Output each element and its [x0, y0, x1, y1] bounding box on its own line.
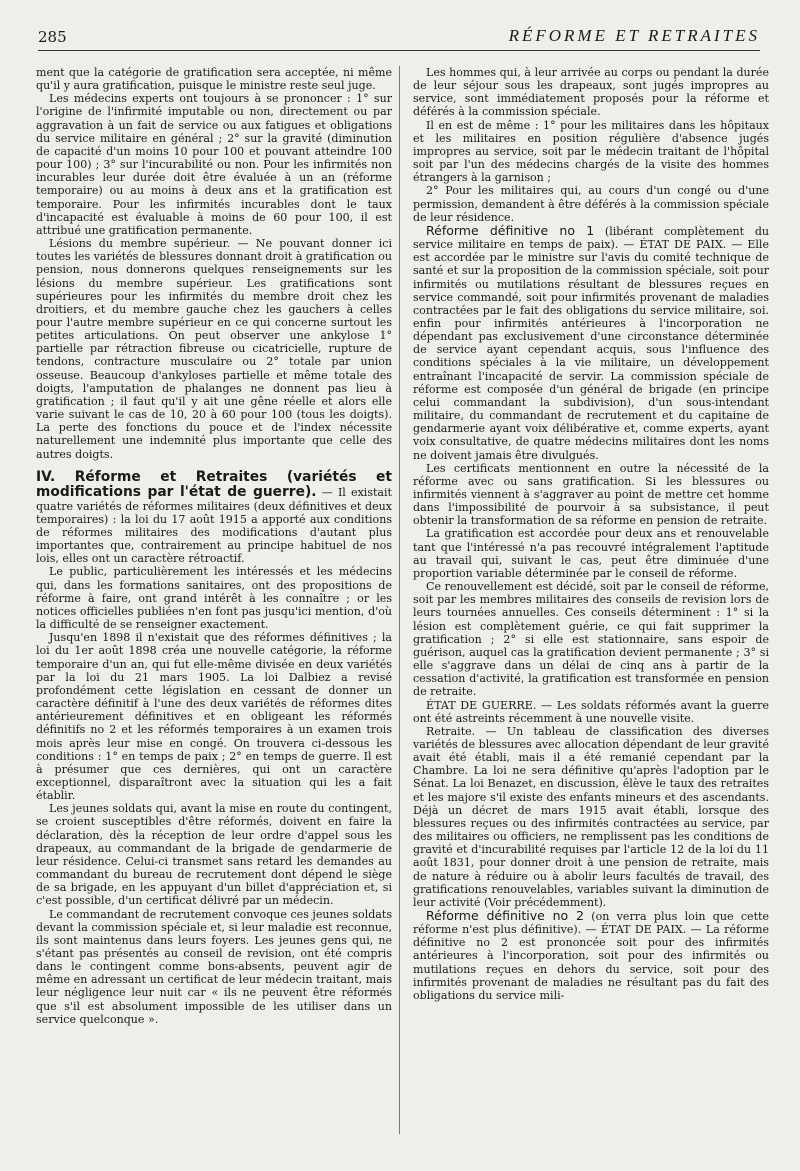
paragraph: Les jeunes soldats qui, avant la mise en route du contingent, se croient susceptibles d'être réformés, doivent en faire la déclaration, dès la réception de leur ordre d'appel sous les drapeaux, au commandant de la brigade de gendarmerie de leur résidence. Celui-ci transmet sans retard les demandes au commandant du bureau de recrutement dont dépend le siège de sa brigade, en les appuyant d'un billet d'appréciation et, si c'est possible, d'un certificat délivré par un médecin.	[36, 802, 392, 908]
subsection-heading: Réforme définitive no 1	[426, 222, 595, 238]
running-title: RÉFORME ET RETRAITES	[508, 26, 760, 45]
paragraph: Lésions du membre supérieur. — Ne pouvant donner ici toutes les variétés de blessures donnant droit à gratification ou pension, nous donnerons quelques renseignements sur les lésions du membre supérieur. Les gratifications sont supérieures pour les infirmités du membre droit chez les droitiers, et du membre gauche chez les gauchers à celles pour l'autre membre supérieur en ce qui concerne surtout les petites articulations. On peut observer une ankylose 1° partielle par rétraction fibreuse ou cicatricielle, rupture de tendons, contracture musculaire ou 2° totale par union osseuse. Beaucoup d'ankyloses partielle et même totale des doigts, l'amputation de phalanges ne donnent pas lieu à gratification ; il faut qu'il y ait une gêne réelle et alors elle varie suivant le cas de 10, 20 à 60 pour 100 (tous les doigts). La perte des fonctions du pouce et de l'index nécessite naturellement une indemnité plus importante que celle des autres doigts.	[36, 237, 392, 461]
paragraph: Retraite. — Un tableau de classification des diverses variétés de blessures avec allocation dépendant de leur gravité avait été établi, mais il a été remanié cependant par la Chambre. La loi ne sera définitive qu'après l'adoption par le Sénat. La loi Benazet, en discussion, élève le taux des retraites et les majore s'il existe des enfants mineurs et des ascendants. Déjà un décret de mars 1915 avait établi, lorsque des blessures reçues ou des infirmités contractées au service, par des militaires ou officiers, ne remplissent pas les conditions de gravité et d'incurabilité requises par l'article 12 de la loi du 11 août 1831, pour donner droit à une pension de retraite, mais de nature à réduire ou à abolir leurs facultés de travail, des gratifications renouvelables, variables suivant la diminution de leur activité (Voir précédemment).	[413, 724, 769, 909]
paragraph: Le commandant de recrutement convoque ces jeunes soldats devant la commission spéciale et, si leur maladie est reconnue, ils sont maintenus dans leurs foyers. Les jeunes gens qui, ne s'étant pas présentés au conseil de revision, ont été compris dans le contingent comme bons-absents, peuvent agir de même en adressant un certificat de leur médecin traitant, mais leur négligence leur nuit car « ils ne peuvent être réformés que s'il est absolument impossible de les utiliser dans un service quelconque ».	[36, 907, 392, 1026]
paragraph: Les hommes qui, à leur arrivée au corps ou pendant la durée de leur séjour sous les drapeaux, sont jugés impropres au service, sont immédiatement proposés pour la réforme et déférés à la commission spéciale.	[413, 66, 769, 119]
paragraph-text: (libérant complètement du service militaire en temps de paix). — ÉTAT DE PAIX. — Elle est accordée par le ministre sur l'avis du comité technique de santé et sur la proposition de la commission spéciale, soit pour infirmités ou mutilations résultant de blessures reçues en service commandé, soit pour infirmités provenant de maladies contractées par le fait des obligations du service militaire, soi. enfin pour infirmités antérieures à l'incorporation ne dépendant pas exclusivement d'une circonstance déterminée de service ayant cependant acquis, sous l'influence des conditions spéciales à la vie militaire, un développement entraînant l'incapacité de servir. La commission spéciale de réforme est composée d'un général de brigade (en principe celui commandant la subdivision), d'un sous-intendant militaire, du commandant de recrutement et du capitaine de gendarmerie ayant voix délibérative et, comme experts, ayant voix consultative, de quatre médecins militaires dont les noms ne doivent jamais être divulgués.	[413, 224, 770, 462]
paragraph: Il en est de même : 1° pour les militaires dans les hôpitaux et les militaires en position régulière d'absence jugés impropres au service, soit par le médecin traitant de l'hôpital soit par l'un des médecins chargés de la visite des hommes étrangers à la garnison ;	[413, 118, 769, 185]
paragraph: Ce renouvellement est décidé, soit par le conseil de réforme, soit par les membres militaires des conseils de revision lors de leurs tournées annuelles. Ces conseils déterminent : 1° si la lésion est complètement guérie, ce qui fait supprimer la gratification ; 2° si elle est stationnaire, sans espoir de guérison, auquel cas la gratification devient permanente ; 3° si elle s'aggrave dans un délai de cinq ans à partir de la cessation d'activité, la gratification est transformée en pension de retraite.	[413, 580, 769, 699]
paragraph: ment que la catégorie de gratification sera acceptée, ni même qu'il y aura gratification, puisque le ministre reste seul juge.	[36, 66, 392, 93]
subsection-paragraph	[413, 909, 769, 1002]
left-column	[36, 66, 392, 1026]
running-header	[38, 26, 760, 51]
paragraph: Les certificats mentionnent en outre la nécessité de la réforme avec ou sans gratification. Si les blessures ou infirmités viennent à s'aggraver au point de mettre cet homme dans l'impossibilité de pourvoir à sa subsistance, il peut obtenir la transformation de sa réforme en pension de retraite.	[413, 461, 769, 528]
paragraph: ÉTAT DE GUERRE. — Les soldats réformés avant la guerre ont été astreints récemment à une nouvelle visite.	[413, 698, 769, 725]
paragraph: Le public, particulièrement les intéressés et les médecins qui, dans les formations sanitaires, ont des propositions de réforme à faire, ont grand intérêt à les connaître ; or les notices officielles publiées n'en font pas jusqu'ici mention, d'où la difficulté de se renseigner exactement.	[36, 565, 392, 632]
page-number: 285	[38, 28, 67, 46]
paragraph: La gratification est accordée pour deux ans et renouvelable tant que l'intéressé n'a pas recouvré intégralement l'aptitude au travail qui, suivant le cas, peut être diminuée d'une proportion variable déterminée par le conseil de réforme.	[413, 527, 769, 580]
paragraph: Jusqu'en 1898 il n'existait que des réformes définitives ; la loi du 1er août 1898 créa une nouvelle catégorie, la réforme temporaire d'un an, qui fut elle-même divisée en deux variétés par la loi du 21 mars 1905. La loi Dalbiez a revisé profondément cette législation en cessant de donner un caractère définitif à l'une des deux variétés de réformes dites antérieurement définitives et en obligeant les réformés définitifs no 2 et les réformés temporaires à un examen trois mois après leur mise en congé. On trouvera ci-dessous les conditions : 1° en temps de paix ; 2° en temps de guerre. Il est à présumer que ces dernières, qui ont un caractère exceptionnel, disparaîtront avec la situation qui les a fait établir.	[36, 631, 392, 803]
right-column	[413, 66, 769, 1002]
paragraph-text: (on verra plus loin que cette réforme n'est plus définitive). — ÉTAT DE PAIX. — La réforme définitive no 2 est prononcée soit pour des infirmités antérieures à l'incorporation, soit pour des infirmités ou mutilations reçues en dehors du service, soit pour des infirmités provenant de maladies ne résultant pas du fait des obligations du service mili-	[413, 910, 770, 1002]
paragraph: Les médecins experts ont toujours à se prononcer : 1° sur l'origine de l'infirmité imputable ou non, directement ou par aggravation à un fait de service ou aux fatigues et obligations du service militaire en général ; 2° sur la gravité (diminution de capacité d'un moins 10 pour 100 et pouvant atteindre 100 pour 100) ; 3° sur l'incurabilité ou non. Pour les infirmités non incurables leur durée doit être évaluée à un an (réforme temporaire) ou au moins à deux ans et la gratification est temporaire. Pour les infirmités incurables dont le taux d'incapacité est évaluable à moins de 60 pour 100, il est attribué une gratification permanente.	[36, 92, 392, 237]
section-heading: IV. Réforme et Retraites (variétés et modifications par l'état de guerre).	[36, 468, 392, 500]
subsection-heading: Réforme définitive no 2	[426, 908, 584, 923]
paragraph-text: — Il existait quatre variétés de réformes militaires (deux définitives et deux temporaires) : la loi du 17 août 1915 a apporté aux conditions de réformes militaires des modifications d'autant plus importantes que, contrairement au principe habituel de nos lois, elles ont un caractère rétroactif.	[36, 485, 392, 566]
paragraph: 2° Pour les militaires qui, au cours d'un congé ou d'une permission, demandent à être déférés à la commission spéciale de leur résidence.	[413, 184, 769, 224]
subsection-paragraph	[413, 224, 769, 462]
column-divider	[399, 66, 400, 1134]
